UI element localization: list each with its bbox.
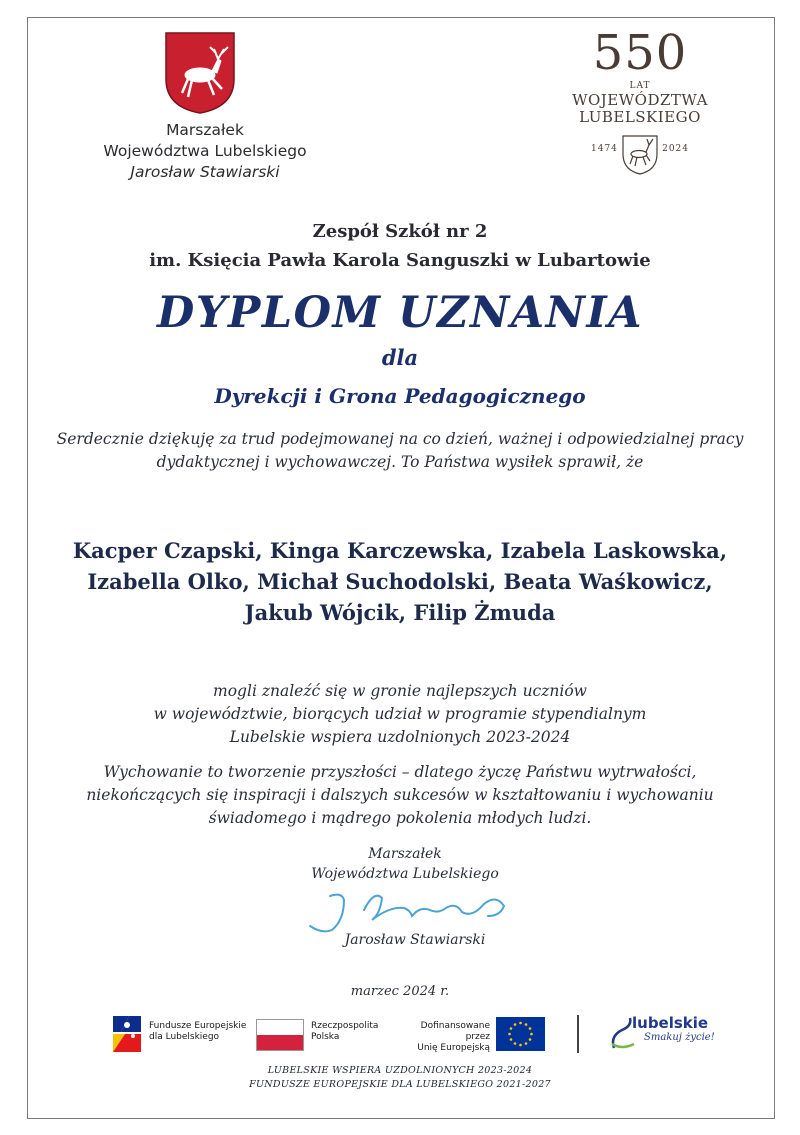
signature-title-line2: Województwa Lubelskiego xyxy=(311,866,499,882)
fe-line1: Fundusze Europejskie xyxy=(149,1021,247,1031)
signature-title-line1: Marszałek xyxy=(368,846,442,862)
signature-title xyxy=(300,844,510,884)
anniversary-lat: LAT xyxy=(629,81,651,91)
result-line: mogli znaleźć się w gronie najlepszych uczniów xyxy=(213,682,587,700)
poland-flag-icon xyxy=(256,1019,304,1051)
eu-line2: Unię Europejską xyxy=(417,1043,490,1053)
anniversary-line2: LUBELSKIEGO xyxy=(579,108,701,126)
eu-flag-icon xyxy=(496,1017,545,1051)
result-paragraph xyxy=(40,680,760,749)
closing-line: niekończących się inspiracji i dalszych sukcesów w kształtowaniu i wychowaniu xyxy=(86,786,714,804)
marshal-name: Jarosław Stawiarski xyxy=(130,163,280,181)
student-names xyxy=(40,535,760,628)
deer-shield-icon xyxy=(619,130,661,176)
lublin-coat-of-arms-icon xyxy=(164,31,236,115)
result-line: w województwie, biorących udział w programie stypendialnym xyxy=(153,705,647,723)
marshal-title-line1: Marszałek xyxy=(166,121,244,139)
rp-line2: Polska xyxy=(311,1032,340,1042)
fe-logo-text xyxy=(149,1021,246,1043)
eu-line1: Dofinansowane przez xyxy=(420,1021,490,1042)
school-name-line2: im. Księcia Pawła Karola Sanguszki w Lubartowie xyxy=(149,250,651,271)
closing-paragraph xyxy=(40,761,760,830)
closing-line: świadomego i mądrego pokolenia młodych ludzi. xyxy=(208,809,592,827)
anniversary-year-end: 2024 xyxy=(662,144,689,154)
rp-logo-text xyxy=(311,1021,378,1043)
anniversary-year-start: 1474 xyxy=(591,144,618,154)
diploma-recipient: Dyrekcji i Grona Pedagogicznego xyxy=(214,384,586,408)
footer-line2: FUNDUSZE EUROPEJSKIE DLA LUBELSKIEGO 2021-2027 xyxy=(249,1079,551,1090)
logo-divider xyxy=(577,1015,579,1053)
lubelskie-tagline: Smakuj życie! xyxy=(644,1032,715,1043)
school-name-line1: Zespół Szkół nr 2 xyxy=(312,221,488,242)
closing-line: Wychowanie to tworzenie przyszłości – dlatego życzę Państwu wytrwałości, xyxy=(103,763,697,781)
intro-line: Serdecznie dziękuję za trud podejmowanej na co dzień, ważnej i odpowiedzialnej pracy xyxy=(56,430,744,448)
anniversary-line1: WOJEWÓDZTWA xyxy=(572,91,708,109)
result-line: Lubelskie wspiera uzdolnionych 2023-2024 xyxy=(229,728,571,746)
names-line: Izabella Olko, Michał Suchodolski, Beata Waśkowicz, xyxy=(87,569,713,594)
names-line: Jakub Wójcik, Filip Żmuda xyxy=(244,600,556,625)
document-date: marzec 2024 r. xyxy=(350,984,450,999)
marshal-title-line2: Województwa Lubelskiego xyxy=(103,142,307,160)
intro-paragraph xyxy=(40,428,760,474)
footer-line1: LUBELSKIE WSPIERA UZDOLNIONYCH 2023-2024 xyxy=(267,1065,533,1076)
rp-line1: Rzeczpospolita xyxy=(311,1021,379,1031)
names-line: Kacper Czapski, Kinga Karczewska, Izabela Laskowska, xyxy=(72,538,728,563)
diploma-title: DYPLOM UZNANIA xyxy=(157,288,643,338)
lubelskie-word: lubelskie xyxy=(632,1014,709,1032)
diploma-dla: dla xyxy=(381,345,419,370)
intro-line: dydaktycznej i wychowawczej. To Państwa wysiłek sprawił, że xyxy=(156,453,644,471)
eu-logo-text xyxy=(397,1021,490,1054)
fundusze-europejskie-icon xyxy=(111,1012,143,1054)
fe-line2: dla Lubelskiego xyxy=(149,1032,220,1042)
anniversary-number: 550 xyxy=(592,25,688,81)
signature-name: Jarosław Stawiarski xyxy=(344,932,486,948)
anniversary-logo xyxy=(565,25,715,178)
